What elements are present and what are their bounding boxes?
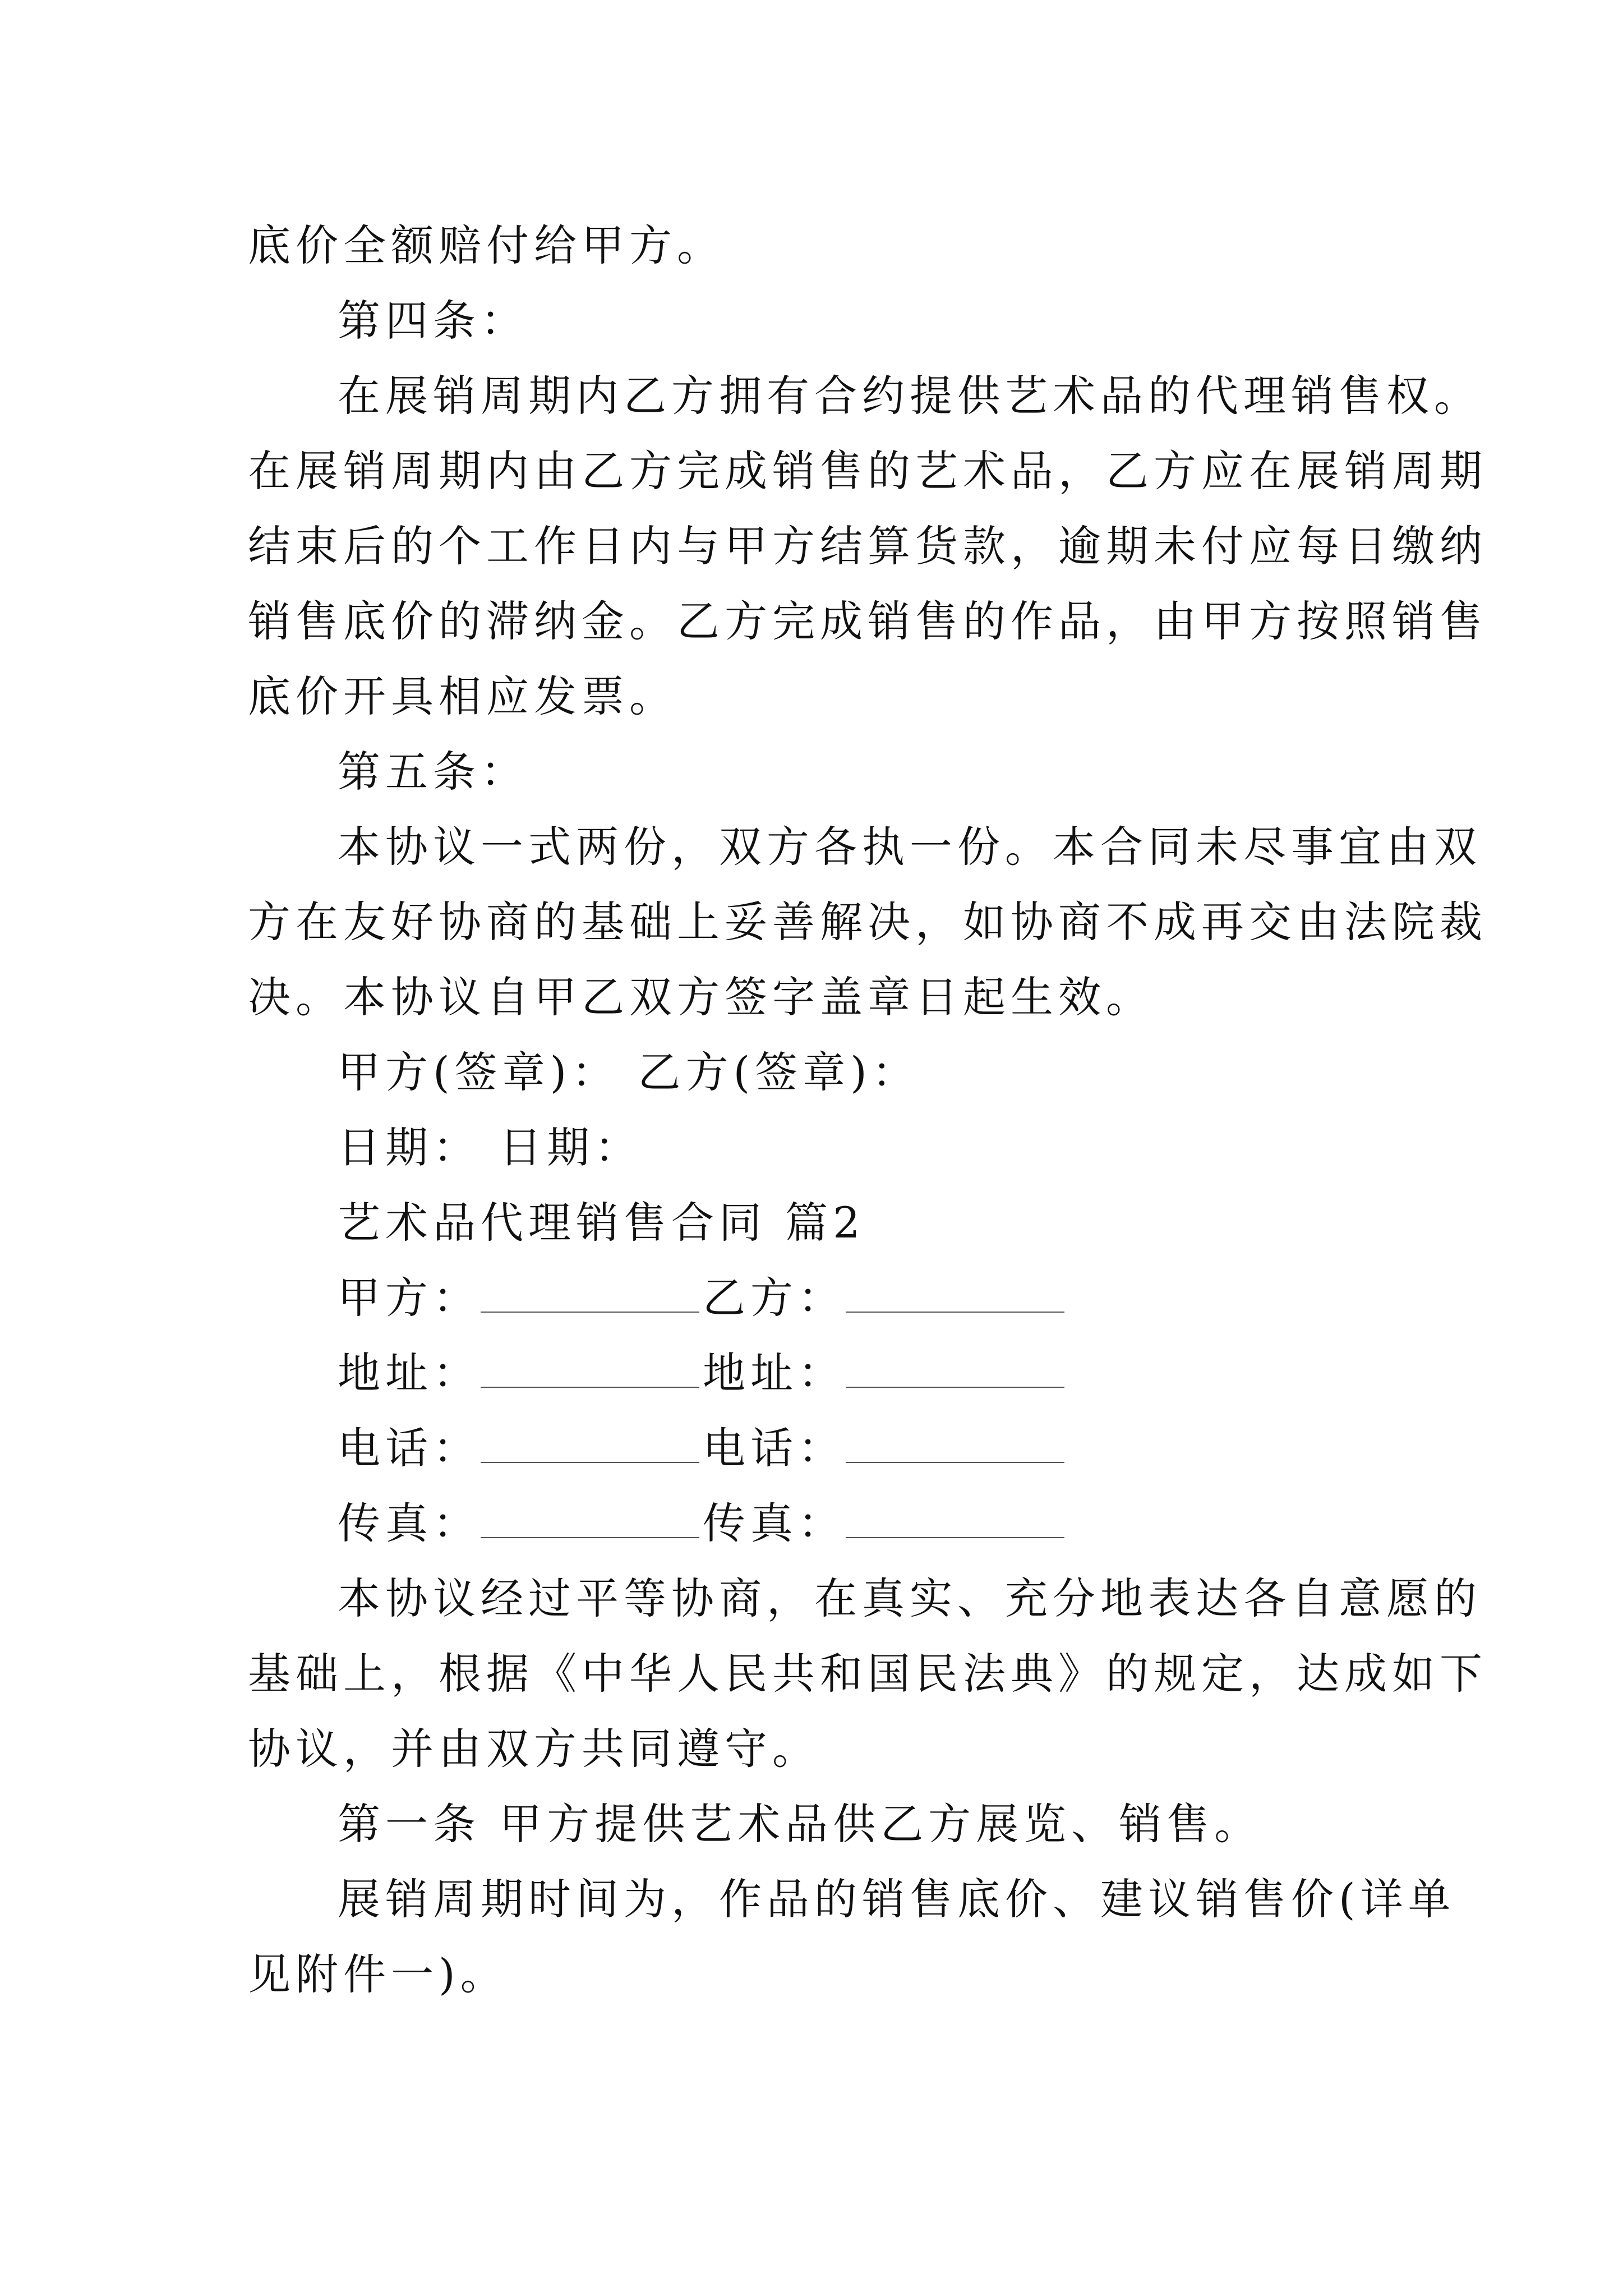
party-b-label: 乙方： [703,1273,846,1323]
text-line: 在展销周期内由乙方完成销售的艺术品，乙方应在展销周期 [248,446,1487,496]
text-line: 底价开具相应发票。 [248,671,677,721]
address-b-label: 地址： [703,1348,846,1398]
address-a-label: 地址： [338,1348,481,1398]
phone-a-label: 电话： [338,1423,481,1473]
phone-b-label: 电话： [703,1423,846,1473]
article-heading: 第五条： [338,747,528,797]
text-line: 销售底价的滞纳金。乙方完成销售的作品，由甲方按照销售 [248,596,1487,646]
article-heading: 第一条 甲方提供艺术品供乙方展览、销售。 [338,1799,1262,1849]
party-a-label: 甲方： [338,1273,481,1323]
party-field-row [338,1420,1068,1476]
fax-a-label: 传真： [338,1498,481,1548]
section-title: 艺术品代理销售合同 篇2 [338,1198,865,1248]
address-a-blank[interactable] [481,1353,699,1388]
fax-a-blank[interactable] [481,1503,699,1538]
phone-b-blank[interactable] [846,1428,1064,1463]
text-line: 见附件一)。 [248,1949,508,1999]
party-field-row [338,1270,1068,1326]
address-b-blank[interactable] [846,1353,1064,1388]
text-line: 决。本协议自甲乙双方签字盖章日起生效。 [248,972,1154,1022]
text-line: 底价全额赔付给甲方。 [248,220,725,270]
article-heading: 第四条： [338,296,528,346]
text-line: 协议，并由双方共同遵守。 [248,1724,820,1774]
party-field-row [338,1345,1068,1401]
party-b-blank[interactable] [846,1278,1064,1313]
text-line: 在展销周期内乙方拥有合约提供艺术品的代理销售权。 [338,371,1482,421]
text-line: 方在友好协商的基础上妥善解决，如协商不成再交由法院裁 [248,897,1487,947]
party-a-blank[interactable] [481,1278,699,1313]
signature-line: 甲方(签章)： 乙方(签章)： [338,1047,920,1097]
fax-b-blank[interactable] [846,1503,1064,1538]
text-line: 本协议经过平等协商，在真实、充分地表达各自意愿的 [338,1573,1482,1623]
text-line: 基础上，根据《中华人民共和国民法典》的规定，达成如下 [248,1649,1487,1699]
text-line: 结束后的个工作日内与甲方结算货款，逾期未付应每日缴纳 [248,521,1487,571]
fax-b-label: 传真： [703,1498,846,1548]
party-field-row [338,1496,1068,1552]
date-line: 日期： 日期： [338,1122,643,1172]
text-line: 展销周期时间为，作品的销售底价、建议销售价(详单 [338,1874,1456,1924]
phone-a-blank[interactable] [481,1428,699,1463]
text-line: 本协议一式两份，双方各执一份。本合同未尽事宜由双 [338,822,1482,872]
